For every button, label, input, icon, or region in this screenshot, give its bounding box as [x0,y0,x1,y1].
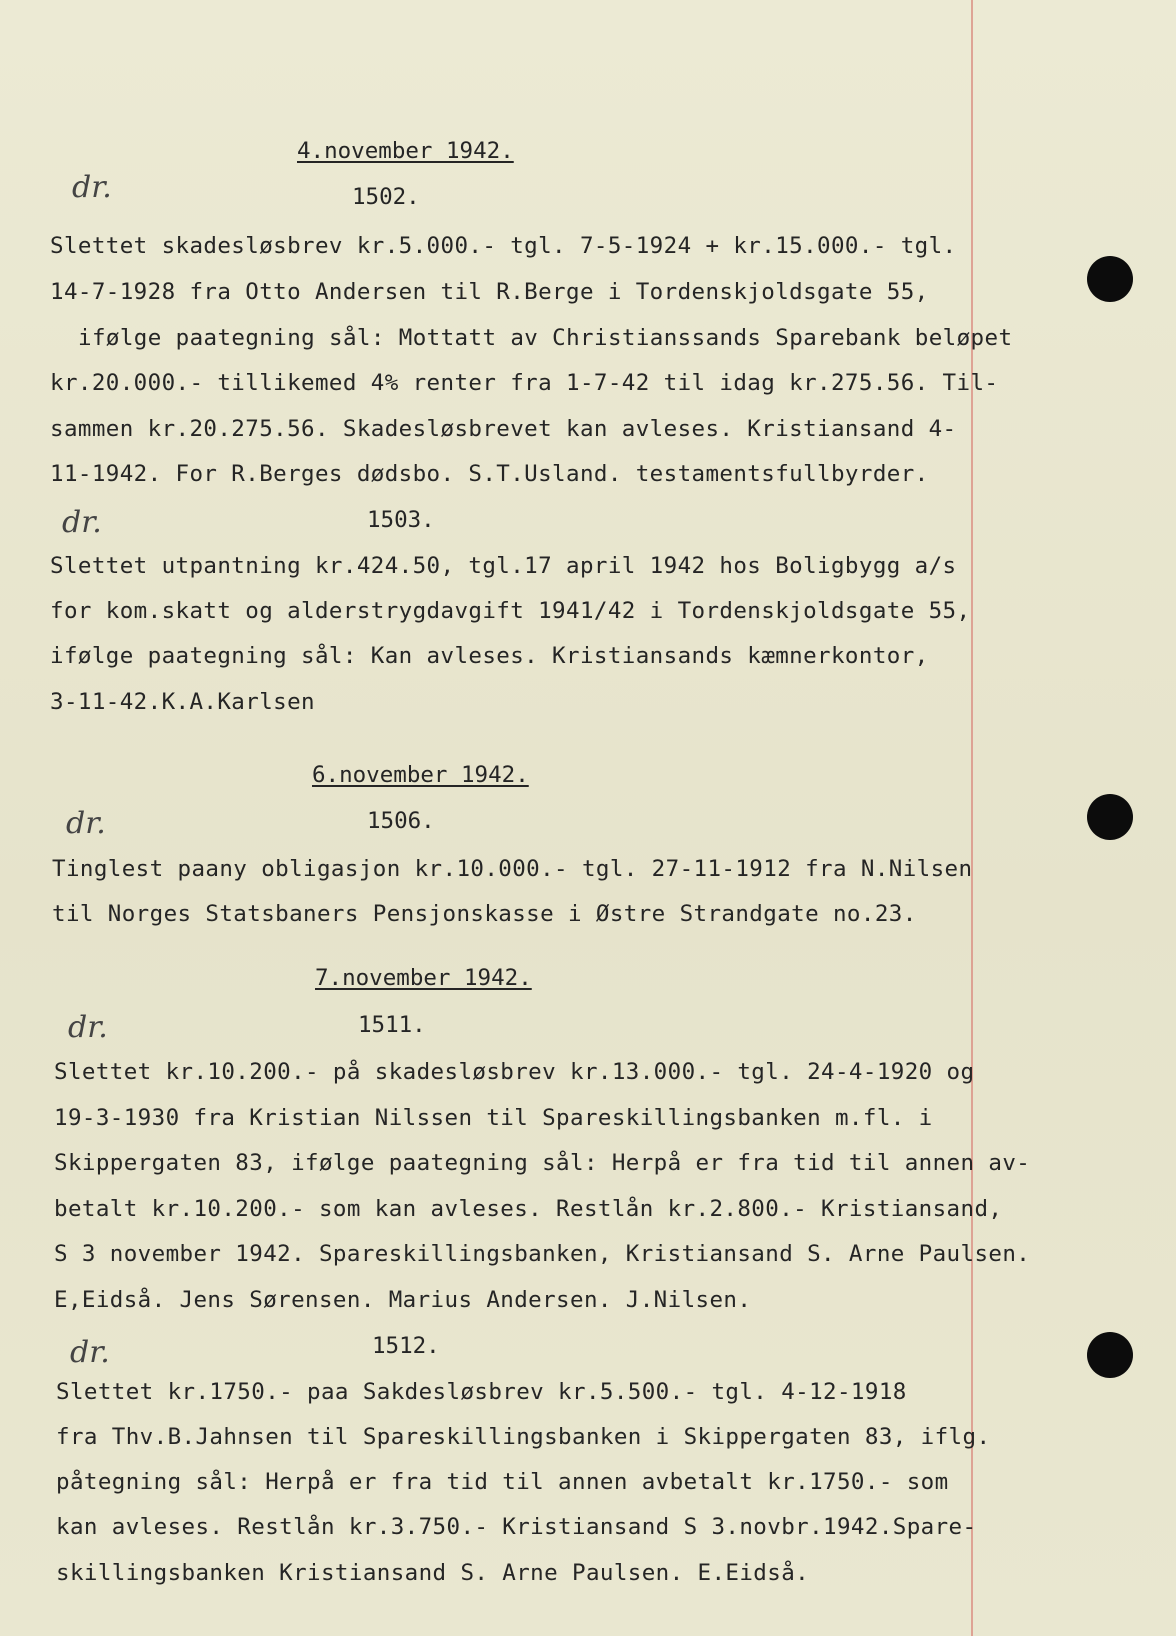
entry-text-line: Tinglest paany obligasjon kr.10.000.- tgl. 27-11-1912 fra N.Nilsen [52,856,973,882]
entry-text-line: fra Thv.B.Jahnsen til Spareskillingsbanken i Skippergaten 83, iflg. [56,1424,991,1450]
entry-text-line: kr.20.000.- tillikemed 4% renter fra 1-7-42 til idag kr.275.56. Til- [50,370,999,396]
entry-text-line: 19-3-1930 fra Kristian Nilssen til Spareskillingsbanken m.fl. i [54,1105,933,1131]
entry-number: 1506. [367,808,435,834]
margin-line [971,0,973,1636]
entry-text-line: S 3 november 1942. Spareskillingsbanken, Kristiansand S. Arne Paulsen. [54,1241,1031,1267]
entry-number: 1511. [358,1012,426,1038]
entry-text-line: Skippergaten 83, ifølge paategning sål: Herpå er fra tid til annen av- [54,1150,1031,1176]
entry-text-line: E,Eidså. Jens Sørensen. Marius Andersen. J.Nilsen. [54,1287,752,1313]
entry-number: 1512. [372,1333,440,1359]
entry-text-line: betalt kr.10.200.- som kan avleses. Restlån kr.2.800.- Kristiansand, [54,1196,1003,1222]
entry-text-line: 14-7-1928 fra Otto Andersen til R.Berge i Tordenskjoldsgate 55, [50,279,929,305]
entry-date: 7.november 1942. [315,965,532,991]
punch-hole [1087,1332,1133,1378]
punch-hole [1087,256,1133,302]
handwritten-mark: dr. [66,806,106,841]
handwritten-mark: dr. [72,170,112,205]
entry-text-line: ifølge paategning sål: Mottatt av Christianssands Sparebank beløpet [78,325,1013,351]
entry-text-line: 3-11-42.K.A.Karlsen [50,689,315,715]
entry-text-line: Slettet skadesløsbrev kr.5.000.- tgl. 7-5-1924 + kr.15.000.- tgl. [50,233,957,259]
entry-number: 1503. [367,507,435,533]
entry-text-line: kan avleses. Restlån kr.3.750.- Kristiansand S 3.novbr.1942.Spare- [56,1514,977,1540]
punch-hole [1087,794,1133,840]
entry-text-line: Slettet kr.10.200.- på skadesløsbrev kr.13.000.- tgl. 24-4-1920 og [54,1059,975,1085]
entry-text-line: påtegning sål: Herpå er fra tid til annen avbetalt kr.1750.- som [56,1469,949,1495]
entry-text-line: Slettet utpantning kr.424.50, tgl.17 april 1942 hos Boligbygg a/s [50,553,957,579]
entry-number: 1502. [352,184,420,210]
handwritten-mark: dr. [68,1010,108,1045]
handwritten-mark: dr. [62,505,102,540]
entry-text-line: ifølge paategning sål: Kan avleses. Kristiansands kæmnerkontor, [50,643,929,669]
entry-text-line: for kom.skatt og alderstrygdavgift 1941/42 i Tordenskjoldsgate 55, [50,598,971,624]
entry-date: 4.november 1942. [297,138,514,164]
entry-text-line: til Norges Statsbaners Pensjonskasse i Østre Strandgate no.23. [52,901,917,927]
entry-text-line: 11-1942. For R.Berges dødsbo. S.T.Usland. testamentsfullbyrder. [50,461,929,487]
entry-text-line: Slettet kr.1750.- paa Sakdesløsbrev kr.5.500.- tgl. 4-12-1918 [56,1379,907,1405]
entry-date: 6.november 1942. [312,762,529,788]
handwritten-mark: dr. [70,1335,110,1370]
entry-text-line: sammen kr.20.275.56. Skadesløsbrevet kan avleses. Kristiansand 4- [50,416,957,442]
entry-text-line: skillingsbanken Kristiansand S. Arne Paulsen. E.Eidså. [56,1560,810,1586]
